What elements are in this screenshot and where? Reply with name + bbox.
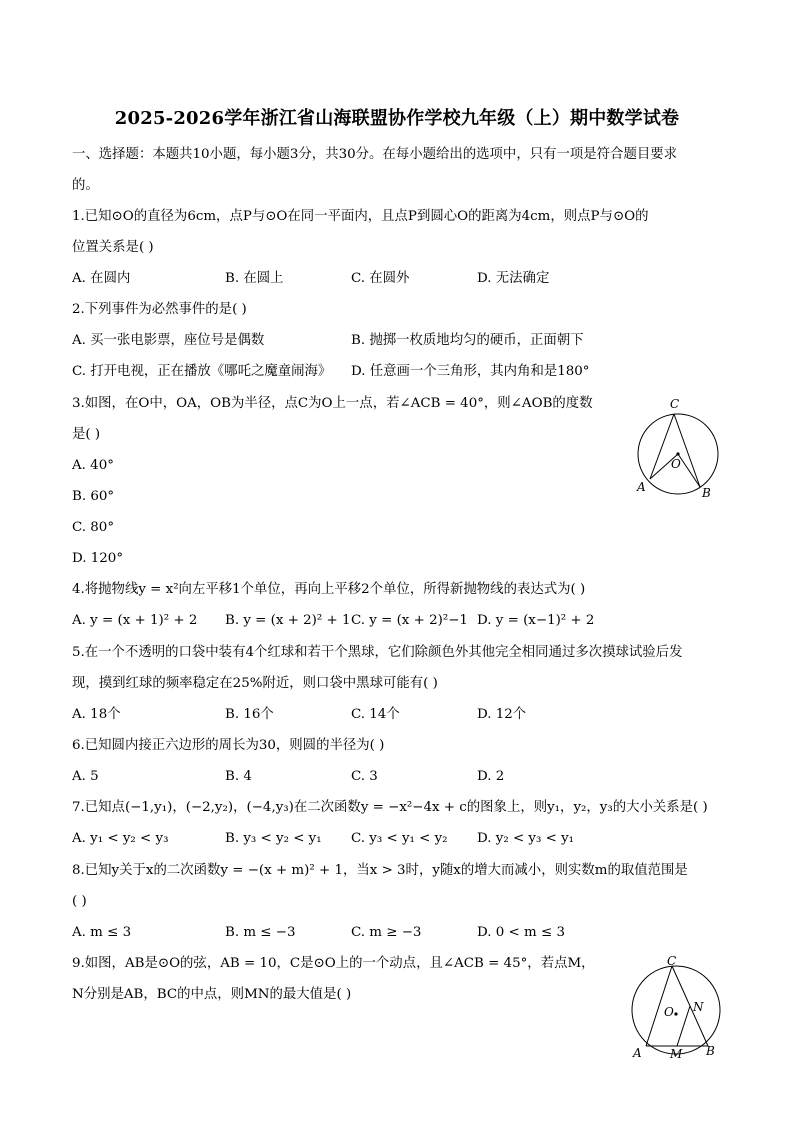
- label-b: B: [702, 486, 711, 500]
- label-o: O: [671, 457, 681, 471]
- question-1-option-c: C. 在圆外: [351, 271, 410, 286]
- question-9-circle-figure: [626, 956, 726, 1062]
- question-8-option-a: A. m ≤ 3: [72, 925, 132, 940]
- question-3-option-c: C. 80°: [72, 520, 115, 535]
- question-2-option-b: B. 抛掷一枚质地均匀的硬币，正面朝下: [351, 333, 584, 348]
- section-instructions-line1: 一、选择题：本题共10小题，每小题3分，共30分。在每小题给出的选项中，只有一项是符合题目要求: [72, 147, 678, 162]
- question-1-stem-cont: 位置关系是( ): [72, 240, 154, 255]
- center-point: [676, 452, 679, 455]
- question-1-option-d: D. 无法确定: [477, 271, 550, 286]
- question-4-option-a: A. y = (x + 1)² + 2: [72, 613, 198, 628]
- chord-cb: [674, 414, 700, 487]
- question-9-stem-cont: N分别是AB，BC的中点，则MN的最大值是( ): [72, 987, 352, 1002]
- page-title: 2025-2026学年浙江省山海联盟协作学校九年级（上）期中数学试卷: [114, 108, 680, 129]
- label-m: M: [670, 1047, 683, 1061]
- question-9-stem: 9.如图，AB是⊙O的弦，AB = 10，C是⊙O上的一个动点，且∠ACB = 45°，若点M，: [72, 956, 595, 971]
- segment-mn: [677, 1006, 690, 1046]
- question-7-option-d: D. y₂ < y₃ < y₁: [477, 831, 575, 846]
- question-4-option-d: D. y = (x−1)² + 2: [477, 613, 595, 628]
- question-2-stem: 2.下列事件为必然事件的是( ): [72, 302, 247, 317]
- question-3-stem-cont: 是( ): [72, 427, 101, 442]
- question-5-option-c: C. 14个: [351, 707, 400, 722]
- question-6-option-d: D. 2: [477, 769, 505, 784]
- question-3-option-b: B. 60°: [72, 489, 115, 504]
- center-point: [674, 1012, 677, 1015]
- question-4-option-c: C. y = (x + 2)²−1: [351, 613, 468, 628]
- label-c: C: [670, 397, 680, 411]
- label-a: A: [633, 1046, 642, 1060]
- question-6-option-a: A. 5: [72, 769, 99, 784]
- label-o: O: [664, 1005, 674, 1019]
- circle-outline: [632, 966, 720, 1054]
- question-6-option-c: C. 3: [351, 769, 378, 784]
- question-3-option-a: A. 40°: [72, 458, 114, 473]
- question-8-stem-cont: ( ): [72, 894, 87, 909]
- question-3-stem: 3.如图，在O中，OA，OB为半径，点C为O上一点，若∠ACB = 40°，则∠AOB的度数: [72, 396, 593, 411]
- question-5-stem-cont: 现，摸到红球的频率稳定在25%附近，则口袋中黑球可能有( ): [72, 676, 438, 691]
- question-5-stem: 5.在一个不透明的口袋中装有4个红球和若干个黑球，它们除颜色外其他完全相同通过多次摸球试验后发: [72, 645, 683, 660]
- question-5-option-d: D. 12个: [477, 707, 527, 722]
- question-5-option-a: A. 18个: [72, 707, 121, 722]
- question-3-circle-figure: [628, 394, 724, 502]
- label-c: C: [667, 956, 677, 968]
- question-6-stem: 6.已知圆内接正六边形的周长为30，则圆的半径为( ): [72, 738, 385, 753]
- question-8-stem: 8.已知y关于x的二次函数y = −(x + m)² + 1，当x > 3时，y随x的增大而减小，则实数m的取值范围是: [72, 863, 688, 878]
- radius-ob: [678, 454, 700, 487]
- question-8-option-c: C. m ≥ −3: [351, 925, 422, 940]
- question-8-option-d: D. 0 < m ≤ 3: [477, 925, 565, 940]
- section-instructions-line2: 的。: [72, 178, 99, 193]
- question-6-option-b: B. 4: [225, 769, 252, 784]
- question-7-stem: 7.已知点(−1,y₁)，(−2,y₂)，(−4,y₃)在二次函数y = −x²−4x + c的图象上，则y₁，y₂，y₃的大小关系是( ): [72, 800, 708, 815]
- question-1-option-b: B. 在圆上: [225, 271, 284, 286]
- label-n: N: [693, 1000, 704, 1014]
- question-5-option-b: B. 16个: [225, 707, 274, 722]
- label-a: A: [637, 480, 646, 494]
- question-2-option-d: D. 任意画一个三角形，其内角和是180°: [351, 364, 590, 379]
- question-7-option-a: A. y₁ < y₂ < y₃: [72, 831, 169, 846]
- question-7-option-b: B. y₃ < y₂ < y₁: [225, 831, 322, 846]
- question-4-stem: 4.将抛物线y = x²向左平移1个单位，再向上平移2个单位，所得新抛物线的表达式为( ): [72, 582, 586, 597]
- question-4-option-b: B. y = (x + 2)² + 1: [225, 613, 351, 628]
- question-2-option-a: A. 买一张电影票，座位号是偶数: [72, 333, 265, 348]
- question-3-option-d: D. 120°: [72, 551, 124, 566]
- question-1-option-a: A. 在圆内: [72, 271, 131, 286]
- label-b: B: [706, 1044, 715, 1058]
- question-1-stem: 1.已知⊙O的直径为6cm，点P与⊙O在同一平面内，且点P到圆心O的距离为4cm，则点P与⊙O的: [72, 209, 649, 224]
- question-7-option-c: C. y₃ < y₁ < y₂: [351, 831, 448, 846]
- question-2-option-c: C. 打开电视，正在播放《哪吒之魔童闹海》: [72, 364, 332, 379]
- question-8-option-b: B. m ≤ −3: [225, 925, 296, 940]
